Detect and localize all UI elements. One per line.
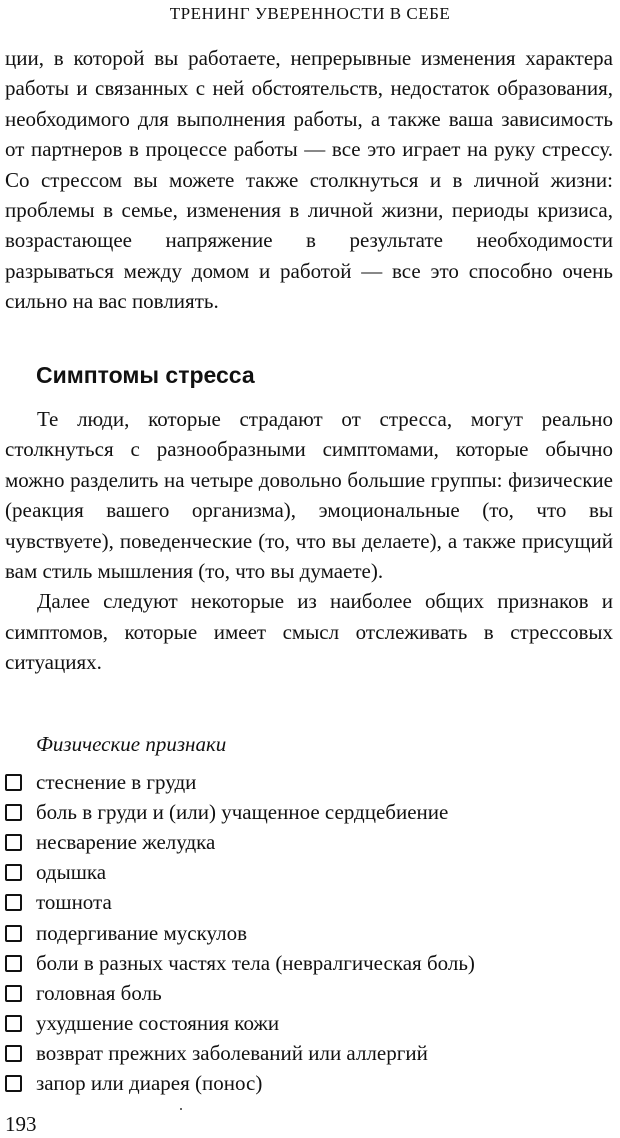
list-item-label: боли в разных частях тела (невралгическая боль) bbox=[36, 950, 475, 975]
checkbox-icon bbox=[5, 894, 22, 911]
list-item bbox=[3, 1039, 613, 1069]
paragraph-1: ции, в которой вы работаете, непрерывные изменения характера работы и связанных с ней обстоятельств, недостаток образования, необходимого для выполнения работы, а также ваша зависимость от партнеров в процессе работы — все это играет на руку стрессу. Со стрессом вы можете также столкнуться и в личной жизни: проблемы в семье, изменения в личной жизни, периоды кризиса, возрастающее напряжение в результате необходимости разрываться между домом и работой — все это способно очень сильно на вас повлиять. bbox=[5, 46, 613, 314]
section-heading: Симптомы стресса bbox=[36, 362, 255, 388]
checkbox-icon bbox=[5, 925, 22, 942]
list-item bbox=[3, 978, 613, 1008]
list-item bbox=[3, 797, 613, 827]
page-number: 193 bbox=[5, 1112, 37, 1136]
list-item bbox=[3, 1009, 613, 1039]
list-item-label: головная боль bbox=[36, 980, 162, 1005]
section-body bbox=[5, 404, 613, 678]
list-item-label: запор или диарея (понос) bbox=[36, 1071, 263, 1096]
list-item-label: стеснение в груди bbox=[36, 769, 197, 794]
list-item-label: боль в груди и (или) учащенное сердцебиение bbox=[36, 799, 449, 824]
checkbox-icon bbox=[5, 955, 22, 972]
list-item-label: тошнота bbox=[36, 890, 112, 915]
checkbox-icon bbox=[5, 804, 22, 821]
paragraph-3: Далее следуют некоторые из наиболее общих признаков и симптомов, которые имеет смысл отслеживать в стрессовых ситуациях. bbox=[5, 589, 613, 675]
list-item bbox=[3, 888, 613, 918]
running-head: ТРЕНИНГ УВЕРЕННОСТИ В СЕБЕ bbox=[169, 4, 451, 23]
list-item-label: одышка bbox=[36, 860, 107, 885]
list-item-label: возврат прежних заболеваний или аллергий bbox=[36, 1041, 428, 1066]
list-item-label: ухудшение состояния кожи bbox=[36, 1011, 280, 1036]
list-item bbox=[3, 1069, 613, 1099]
list-item bbox=[3, 767, 613, 797]
checkbox-icon bbox=[5, 1015, 22, 1032]
list-item bbox=[3, 858, 613, 888]
list-item bbox=[3, 827, 613, 857]
checkbox-icon bbox=[5, 1045, 22, 1062]
subheading-physical-signs: Физические признаки bbox=[36, 732, 227, 756]
symptom-checklist bbox=[3, 767, 613, 1099]
checkbox-icon bbox=[5, 985, 22, 1002]
paragraph-continuation bbox=[5, 43, 613, 317]
list-item-label: подергивание мускулов bbox=[36, 920, 247, 945]
checkbox-icon bbox=[5, 774, 22, 791]
checkbox-icon bbox=[5, 1075, 22, 1092]
checkbox-icon bbox=[5, 834, 22, 851]
list-item-label: несварение желудка bbox=[36, 829, 216, 854]
print-speck bbox=[180, 1108, 182, 1110]
paragraph-2: Те люди, которые страдают от стресса, могут реально столкнуться с разнообразными симптомами, которые обычно можно разделить на четыре довольно большие группы: физические (реакция вашего организма), эмоциональные (то, что вы чувствуете), поведенческие (то, что вы делаете), а также присущий вам стиль мышления (то, что вы думаете). bbox=[5, 407, 613, 584]
checkbox-icon bbox=[5, 864, 22, 881]
list-item bbox=[3, 918, 613, 948]
list-item bbox=[3, 948, 613, 978]
